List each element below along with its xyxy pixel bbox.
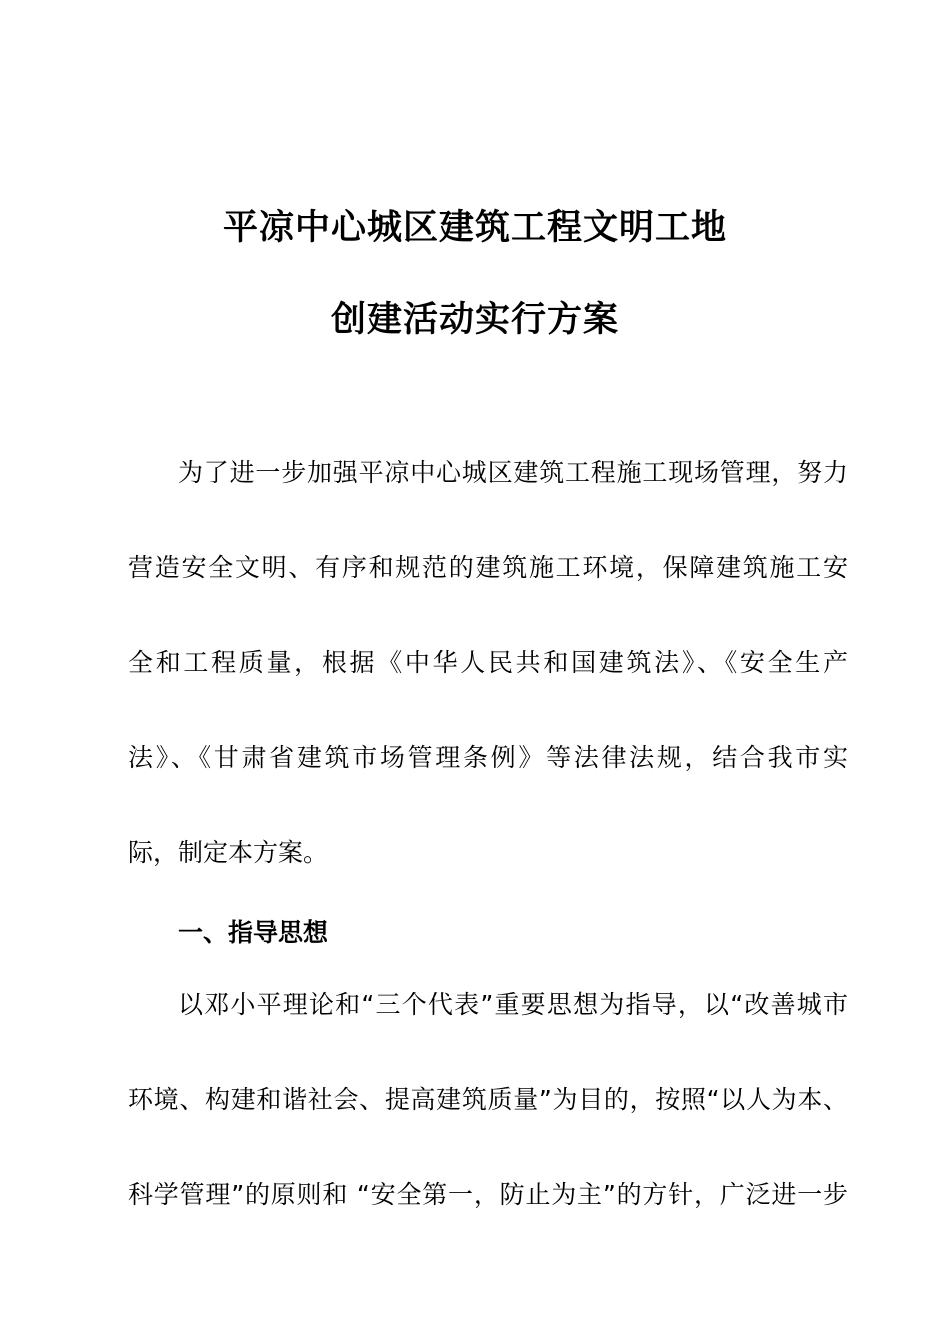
document-title-line-2: 创建活动实行方案 bbox=[330, 300, 619, 340]
section-heading-guiding-ideology: 一、指导思想 bbox=[178, 918, 329, 947]
intro-paragraph-line-2: 营造安全文明、有序和规范的建筑施工环境，保障建筑施工安 bbox=[128, 553, 848, 582]
section1-paragraph-line-3: 科学管理”的原则和 “安全第一，防止为主”的方针，广泛进一步 bbox=[128, 1180, 848, 1209]
section1-paragraph-line-2: 环境、构建和谐社会、提高建筑质量”为目的，按照“以人为本、 bbox=[128, 1085, 848, 1114]
section1-paragraph-line-1: 以邓小平理论和“三个代表”重要思想为指导，以“改善城市 bbox=[178, 990, 848, 1019]
intro-paragraph-line-4: 法》、《甘肃省建筑市场管理条例》等法律法规，结合我市实 bbox=[128, 743, 848, 772]
intro-paragraph-line-5: 际，制定本方案。 bbox=[128, 838, 329, 867]
intro-paragraph-line-3: 全和工程质量，根据《中华人民共和国建筑法》、《安全生产 bbox=[128, 648, 848, 677]
document-title-line-1: 平凉中心城区建筑工程文明工地 bbox=[222, 208, 727, 248]
intro-paragraph-line-1: 为了进一步加强平凉中心城区建筑工程施工现场管理，努力 bbox=[178, 458, 848, 487]
